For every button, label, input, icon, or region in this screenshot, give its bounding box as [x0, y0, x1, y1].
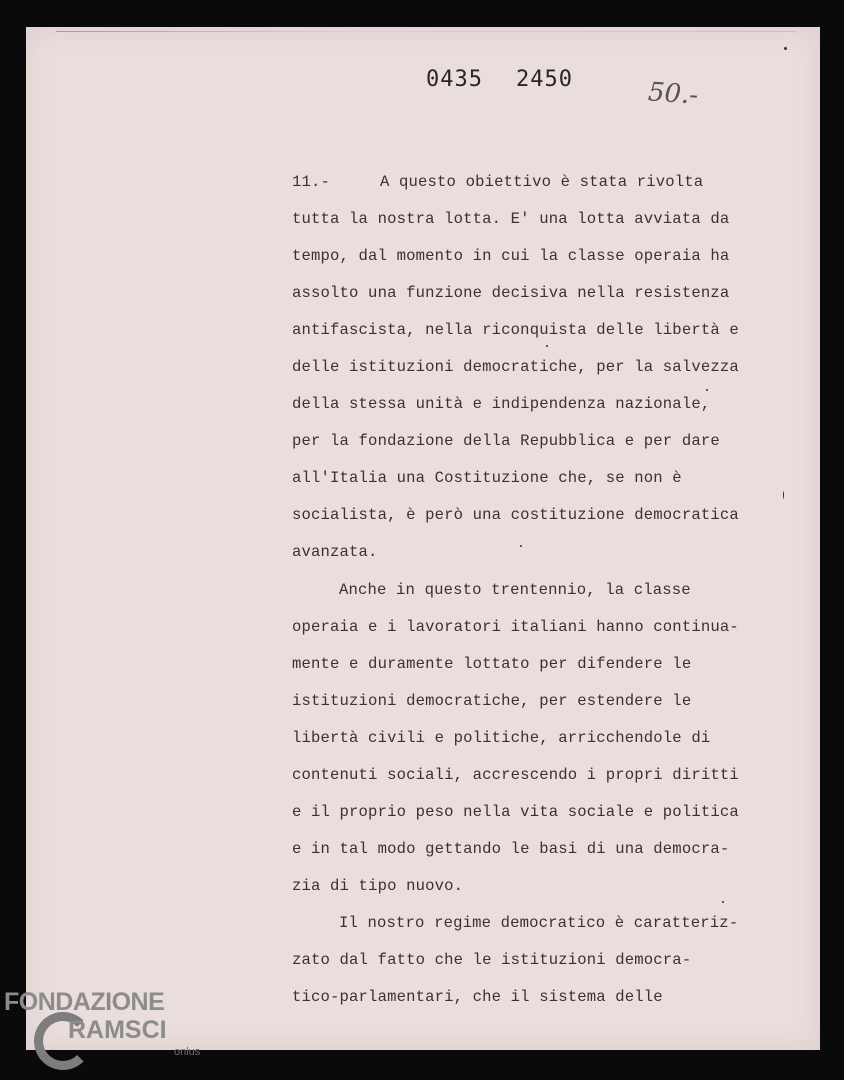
- paper-speck: [783, 491, 784, 499]
- text-line: e il proprio peso nella vita sociale e politica: [292, 803, 739, 821]
- text-line: della stessa unità e indipendenza nazionale,: [292, 395, 711, 413]
- text-line: tempo, dal momento in cui la classe operaia ha: [292, 247, 730, 265]
- handwritten-note: 50.-: [647, 77, 700, 111]
- stamp-number-2: 2450: [516, 67, 573, 92]
- paper-speck: [722, 901, 724, 903]
- text-line: avanzata.: [292, 543, 378, 561]
- text-line: operaia e i lavoratori italiani hanno continua-: [292, 618, 739, 636]
- text-line: Anche in questo trentennio, la classe: [339, 581, 691, 599]
- paper-speck: [706, 389, 708, 391]
- text-line: antifascista, nella riconquista delle libertà e: [292, 321, 739, 339]
- logo-text-top: FONDAZIONE: [4, 988, 165, 1016]
- text-line: tutta la nostra lotta. E' una lotta avviata da: [292, 210, 730, 228]
- logo-subtext: onlus: [174, 1046, 201, 1058]
- page-edge-line: [56, 31, 796, 32]
- text-line: libertà civili e politiche, arricchendole di: [292, 729, 711, 747]
- text-line: delle istituzioni democratiche, per la salvezza: [292, 358, 739, 376]
- text-line: zia di tipo nuovo.: [292, 877, 464, 895]
- fondazione-gramsci-watermark: [4, 988, 214, 1080]
- text-line: e in tal modo gettando le basi di una democra-: [292, 840, 730, 858]
- text-line: socialista, è però una costituzione democratica: [292, 506, 739, 524]
- text-line: zato dal fatto che le istituzioni democra-: [292, 951, 692, 969]
- text-line: A questo obiettivo è stata rivolta: [380, 173, 704, 191]
- text-line: tico-parlamentari, che il sistema delle: [292, 988, 663, 1006]
- logo-text-bottom: RAMSCI: [68, 1016, 167, 1044]
- text-line: istituzioni democratiche, per estendere le: [292, 692, 692, 710]
- text-line: contenuti sociali, accrescendo i propri diritti: [292, 766, 739, 784]
- text-line: all'Italia una Costituzione che, se non è: [292, 469, 682, 487]
- text-line: assolto una funzione decisiva nella resistenza: [292, 284, 730, 302]
- paper-speck: [520, 545, 522, 547]
- paper-speck: [784, 47, 787, 50]
- text-line: per la fondazione della Repubblica e per dare: [292, 432, 720, 450]
- paper-speck: [546, 345, 548, 347]
- stamp-number-1: 0435: [426, 67, 483, 92]
- text-line: Il nostro regime democratico è caratteriz-: [339, 914, 739, 932]
- document-page: [26, 27, 820, 1050]
- text-line: mente e duramente lottato per difendere le: [292, 655, 692, 673]
- paragraph-number: 11.-: [292, 173, 331, 191]
